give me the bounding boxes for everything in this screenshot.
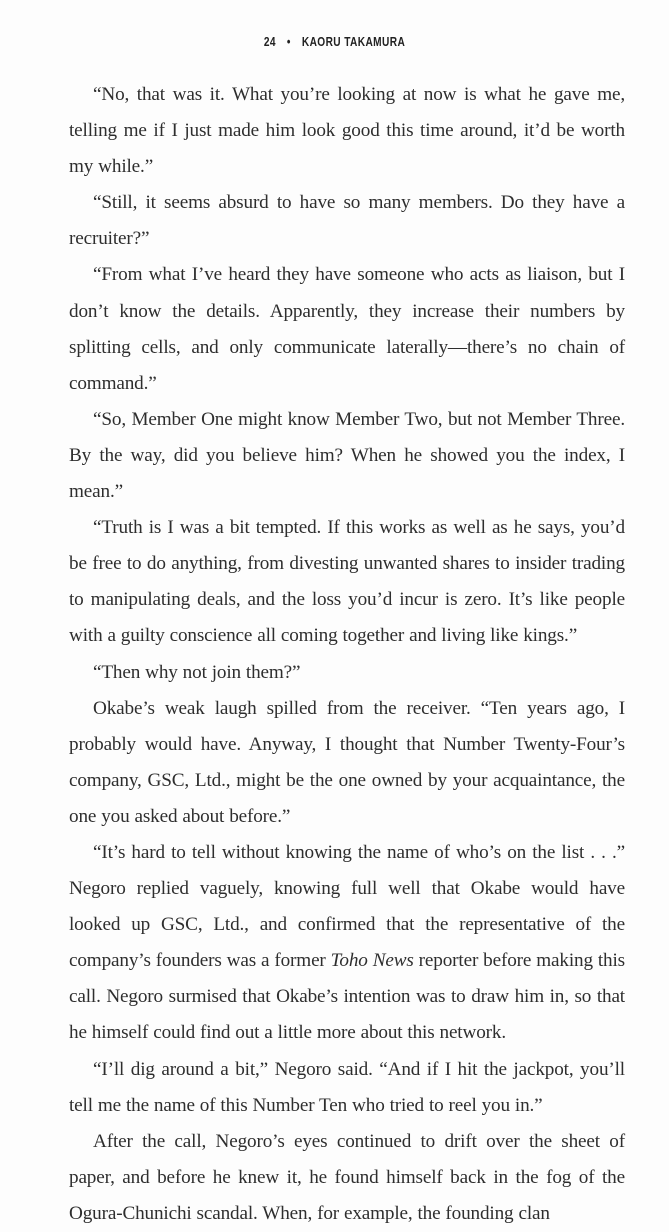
paragraph: Okabe’s weak laugh spilled from the receiver. “Ten years ago, I probably would have. Anyway, I thought that Number Twenty-Four’s company, GSC, Ltd., might be the one owned by your acquaintance, the one you asked about before.”: [69, 697, 625, 827]
publication-title: Toho News: [330, 950, 414, 972]
paragraph: “From what I’ve heard they have someone who acts as liaison, but I don’t know the details. Apparently, they increase their numbers by splitting cells, and only communicate laterally—there’s no chain of command.”: [69, 264, 625, 394]
body-text: [69, 77, 625, 1232]
author-name: KAORU TAKAMURA: [301, 34, 406, 49]
bullet-separator: •: [286, 34, 291, 49]
paragraph: After the call, Negoro’s eyes continued to drift over the sheet of paper, and before he knew it, he found himself back in the fog of the Ogura-Chunichi scandal. When, for example, the founding clan: [69, 1130, 625, 1224]
running-head: [74, 34, 596, 49]
paragraph: “Then why not join them?”: [93, 661, 301, 683]
paragraph: “No, that was it. What you’re looking at now is what he gave me, telling me if I just made him look good this time around, it’d be worth my while.”: [69, 84, 625, 178]
paragraph: “Truth is I was a bit tempted. If this works as well as he says, you’d be free to do anything, from divesting unwanted shares to insider trading to manipulating deals, and the loss you’d incur is zero. It’s like people with a guilty conscience all coming together and living like kings.”: [69, 517, 625, 647]
page-number: 24: [263, 34, 276, 49]
paragraph: “So, Member One might know Member Two, but not Member Three. By the way, did you believe him? When he showed you the index, I mean.”: [69, 408, 625, 503]
paragraph: [69, 835, 625, 1052]
paragraph-text: “It’s hard to tell without knowing the name of who’s on the list . . .” Negoro replied vaguely, knowing full well that Okabe would have looked up GSC, Ltd., and confirmed that the representative of the company’s founders was a former: [69, 841, 625, 972]
paragraph: “Still, it seems absurd to have so many members. Do they have a recruiter?”: [69, 192, 625, 250]
paragraph: “I’ll dig around a bit,” Negoro said. “And if I hit the jackpot, you’ll tell me the name of this Number Ten who tried to reel you in.”: [69, 1058, 625, 1116]
paragraph-text: reporter before making this call. Negoro surmised that Okabe’s intention was to draw him in, so that he himself could find out a little more about this network.: [69, 950, 625, 1044]
